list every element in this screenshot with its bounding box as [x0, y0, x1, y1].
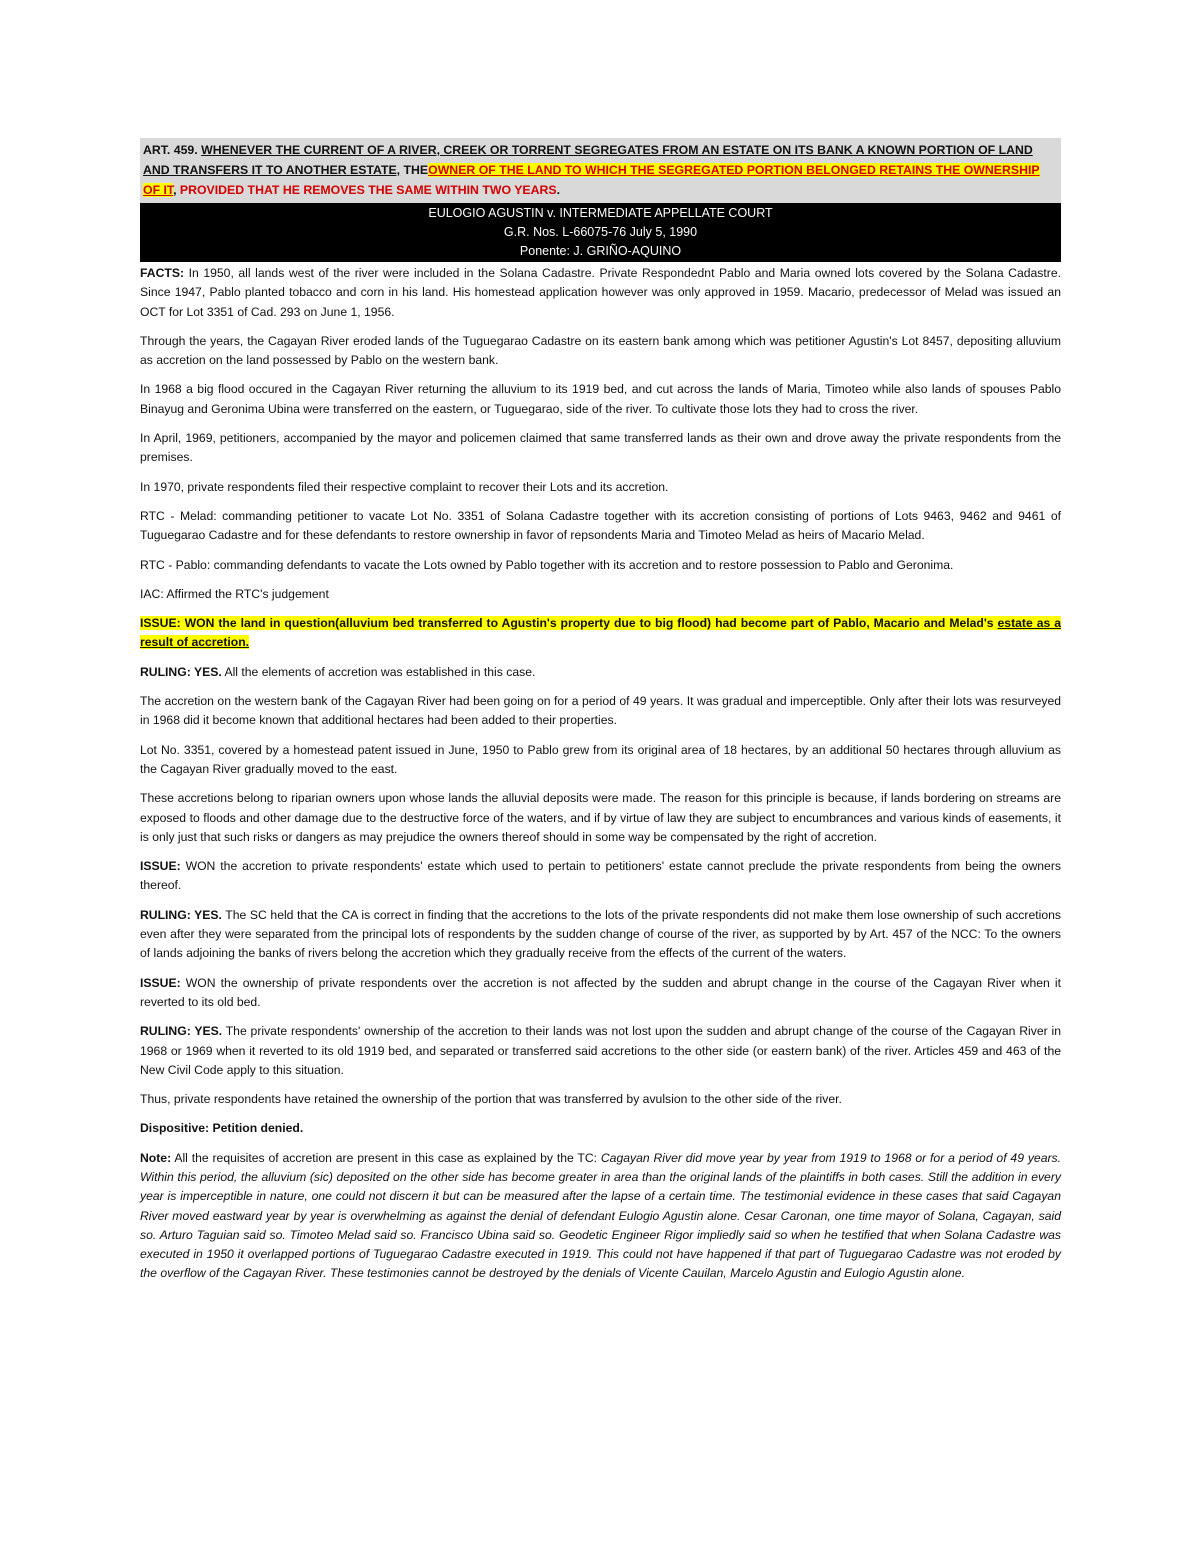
article-459-header	[140, 138, 1061, 203]
facts-paragraph-2: Through the years, the Cagayan River eroded lands of the Tuguegarao Cadastre on its eastern bank among which was petitioner Agustin's Lot 8457, depositing alluvium as accretion on the land possessed by Pablo on the western bank.	[140, 333, 1061, 368]
issue-2-text: WON the accretion to private respondents' estate which used to pertain to petitioners' estate cannot preclude the private respondents from being the owners thereof.	[140, 859, 1061, 893]
ruling-1-paragraph-4: These accretions belong to riparian owners upon whose lands the alluvial deposits were made. The reason for this principle is because, if lands bordering on streams are exposed to floods and other damage due to the destructive force of the waters, and if by virtue of law they are subject to encumbrances and various kinds of easements, it is only just that such risks or dangers as may prejudice the owners thereof should in some way be compensated by the right of accretion.	[140, 791, 1061, 844]
dispositive-text: Petition denied.	[212, 1121, 304, 1136]
case-header	[140, 203, 1061, 262]
article-highlighted-text: OWNER OF THE LAND TO WHICH THE SEGREGATED PORTION BELONGED RETAINS THE OWNERSHIP OF IT	[143, 163, 1040, 197]
dispositive-label: Dispositive:	[140, 1121, 210, 1136]
ruling-2	[140, 906, 1061, 964]
issue-2	[140, 857, 1061, 896]
facts-paragraph-1	[140, 264, 1061, 322]
facts-paragraph-8: IAC: Affirmed the RTC's judgement	[140, 586, 329, 601]
facts-text-1: In 1950, all lands west of the river were included in the Solana Cadastre. Private Respondednt Pablo and Maria owned lots covered by the Solana Cadastre. Since 1947, Pablo planted tobacco and corn in his land. His homestead application however was only approved in 1959. Macario, predecessor of Melad was issued an OCT for Lot 3351 of Cad. 293 on June 1, 1956.	[140, 266, 1062, 319]
facts-paragraph-7: RTC - Pablo: commanding defendants to vacate the Lots owned by Pablo together with its accretion and to restore possession to Pablo and Geronima.	[140, 557, 954, 572]
ruling-1-label: RULING: YES.	[140, 664, 222, 679]
issue-1-highlight	[140, 616, 1061, 649]
ruling-2-text: The SC held that the CA is correct in finding that the accretions to the lots of the private respondents did not make them lose ownership of such accretions even after they were separated from the principal lots of respondents by the sudden change of course of the river, as supported by by Art. 457 of the NCC: To the owners of lands adjoining the banks of rivers belong the accretion which they gradually receive from the effects of the current of the waters.	[140, 907, 1061, 961]
issue-1	[140, 614, 1061, 653]
article-red-text: PROVIDED THAT HE REMOVES THE SAME WITHIN TWO YEARS	[179, 183, 557, 197]
issue-1-underlined: estate as a result of accretion.	[140, 616, 1061, 650]
ruling-1-paragraph-2: The accretion on the western bank of the Cagayan River had been going on for a period of 49 years. It was gradual and imperceptible. Only after their lots was resurveyed in 1968 did it become known that additional hectares had been added to their properties.	[140, 694, 1061, 728]
ruling-2-label: RULING: YES.	[140, 907, 222, 922]
issue-3	[140, 974, 1061, 1013]
facts-paragraph-3: In 1968 a big flood occured in the Cagayan River returning the alluvium to its 1919 bed, and cut across the lands of Maria, Timoteo while also lands of spouses Pablo Binayug and Geronima Ubina were transferred on the eastern, or Tuguegarao, side of the river. To cultivate those lots they had to cross the river.	[140, 382, 1061, 416]
article-period: .	[556, 183, 560, 197]
note-quote: Cagayan River did move year by year from 1919 to 1968 or for a period of 49 years. Within this period, the alluvium (sic) deposited on the other side has become greater in area than the original lands of the plaintiffs in both cases. Still the addition in every year is imperceptible in nature, one could not discern it but can be measured after the lapse of a certain time. The testimonial evidence in these cases that said Cagayan River moved eastward year by year is overwhelming as against the denial of defendant Eulogio Agustin alone. Cesar Caronan, one time mayor of Solana, Cagayan, said so. Arturo Taguian said so. Timoteo Melad said so. Francisco Ubina said so. Geodetic Engineer Rigor impliedly said so when he testified that when Solana Cadastre was executed in 1950 it overlapped portions of Tuguegarao Cadastre executed in 1919. This could not have happened if that part of Tuguegarao Cadastre was not eroded by the overflow of the Cagayan River. These testimonies cannot be destroyed by the denials of Vicente Cauilan, Marcelo Agustin and Eulogio Agustin alone.	[140, 1150, 1062, 1281]
article-comma: ,	[173, 183, 177, 197]
ruling-1-text: All the elements of accretion was established in this case.	[224, 664, 536, 679]
ruling-3-paragraph-2: Thus, private respondents have retained the ownership of the portion that was transferred by avulsion to the other side of the river.	[140, 1092, 842, 1107]
ruling-3-text: The private respondents' ownership of the accretion to their lands was not lost upon the sudden and abrupt change of the course of the Cagayan River in 1968 or 1969 when it reverted to its old 1919 bed, and separated or transferred said accretions to the other side (or eastern bank) of the river. Articles 459 and 463 of the New Civil Code apply to this situation.	[140, 1024, 1061, 1077]
issue-3-label: ISSUE:	[140, 975, 181, 990]
ruling-1	[140, 663, 1061, 682]
facts-paragraph-5: In 1970, private respondents filed their respective complaint to recover their Lots and its accretion.	[140, 479, 669, 494]
note-intro: All the requisites of accretion are present in this case as explained by the TC:	[174, 1150, 598, 1165]
dispositive	[140, 1119, 1061, 1138]
article-the: THE	[403, 163, 429, 177]
facts-label: FACTS:	[140, 266, 185, 280]
article-underlined-text: WHENEVER THE CURRENT OF A RIVER, CREEK OR TORRENT SEGREGATES FROM AN ESTATE ON ITS BANK A KNOWN PORTION OF LAND AND TRANSFERS IT TO ANOTHER ESTATE,	[143, 143, 1033, 177]
ruling-3-label: RULING: YES.	[140, 1024, 223, 1039]
note	[140, 1149, 1061, 1284]
issue-1-text: ISSUE: WON the land in question(alluvium bed transferred to Agustin's property due to big flood) had become part of Pablo, Macario and Melad's	[140, 616, 998, 631]
facts-paragraph-4: In April, 1969, petitioners, accompanied by the mayor and policemen claimed that same transferred lands as their own and drove away the private respondents from the premises.	[140, 431, 1061, 465]
note-label: Note:	[140, 1150, 172, 1165]
document-page	[140, 138, 1061, 1294]
article-label: ART. 459.	[143, 143, 198, 157]
ruling-1-paragraph-3: Lot No. 3351, covered by a homestead patent issued in June, 1950 to Pablo grew from its original area of 18 hectares, by an additional 50 hectares through alluvium as the Cagayan River gradually moved to the east.	[140, 742, 1061, 776]
issue-2-label: ISSUE:	[140, 859, 181, 874]
ruling-3	[140, 1022, 1061, 1080]
issue-3-text: WON the ownership of private respondents over the accretion is not affected by the sudden and abrupt change in the course of the Cagayan River when it reverted to its old bed.	[140, 975, 1062, 1009]
case-ponente: Ponente: J. GRIÑO-AQUINO	[519, 244, 682, 258]
case-title: EULOGIO AGUSTIN v. INTERMEDIATE APPELLATE COURT	[428, 206, 773, 220]
case-gr-number: G.R. Nos. L-66075-76 July 5, 1990	[503, 225, 698, 239]
facts-paragraph-6: RTC - Melad: commanding petitioner to vacate Lot No. 3351 of Solana Cadastre together with its accretion consisting of portions of Lots 9463, 9462 and 9461 of Tuguegarao Cadastre and for these defendants to restore ownership in favor of repsondents Maria and Timoteo Melad as heirs of Macario Melad.	[140, 508, 1061, 543]
